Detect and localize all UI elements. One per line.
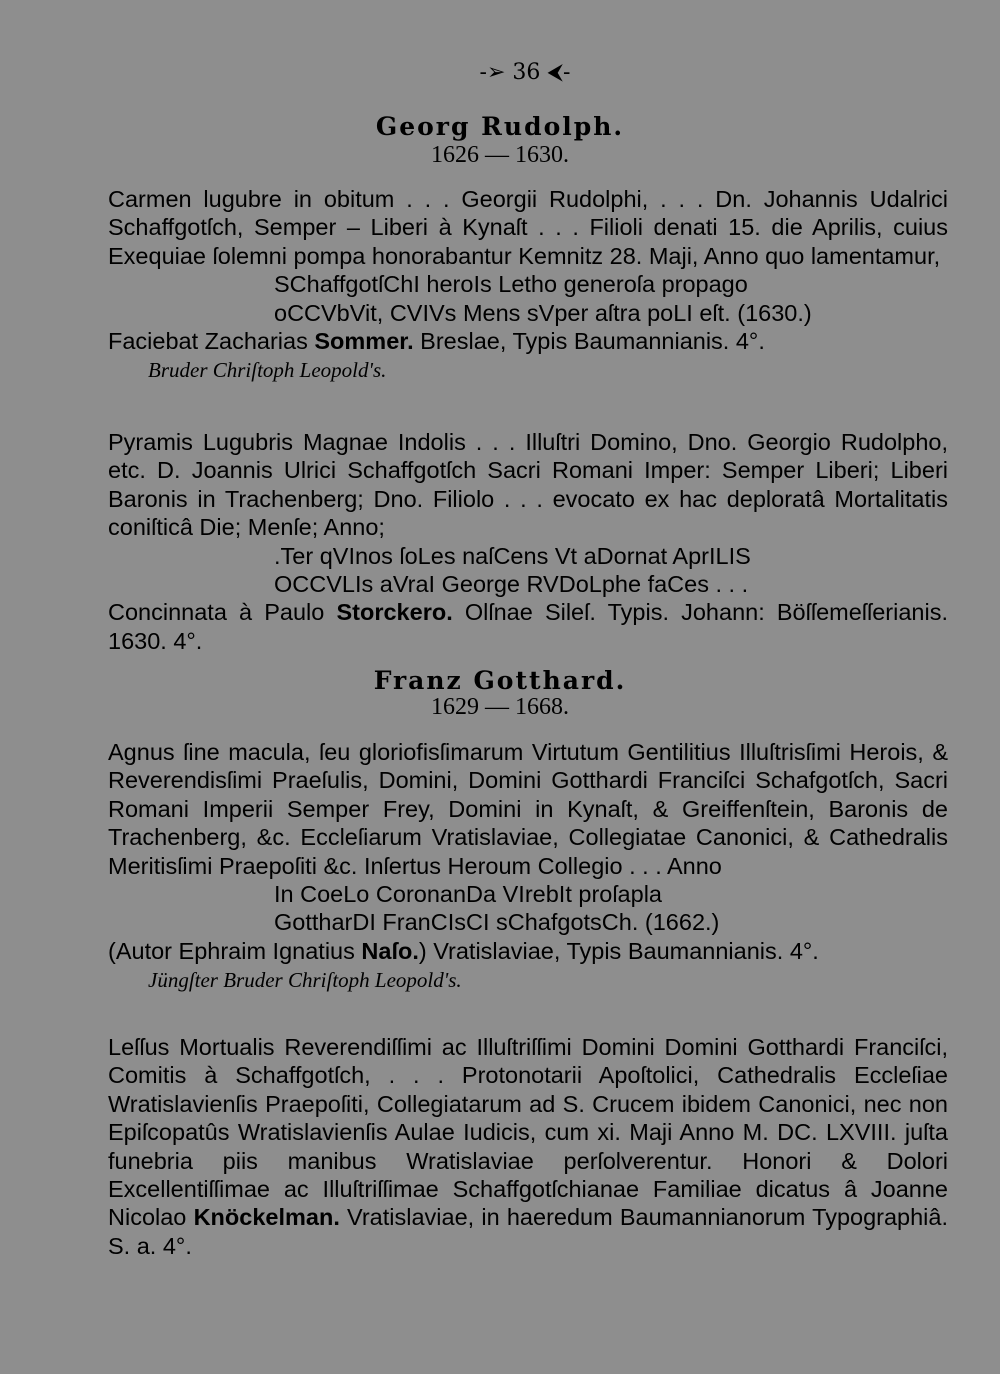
imprint-line [108, 937, 948, 965]
imprint-line [108, 598, 948, 655]
section-years-franz: 1629 — 1668. [431, 694, 569, 720]
entry-pyramis-lugubris [108, 428, 948, 655]
provenance-note: Jüngſter Bruder Chriſtoph Leopold's. [148, 968, 462, 993]
entry-agnus-sine-macula [108, 738, 948, 995]
imprint-line [108, 327, 948, 355]
verse-line: .Ter qVInos ſoLes naſCens Vt aDornat AprILIS [274, 542, 751, 569]
section-heading-franz: Franz Gotthard. [373, 666, 627, 695]
imprint-text: Breslae, Typis Baumannianis. 4°. [413, 328, 765, 355]
imprint-text: ) Vratislaviae, Typis Baumannianis. 4°. [418, 937, 819, 964]
author-name: Knöckelman. [193, 1204, 340, 1231]
entry-text: Carmen lugubre in obitum . . . Georgii Rudolphi, . . . Dn. Johannis Udalrici Schaffgotſch, Semper – Liberi à Kynaſt . . . Filioli denati 15. die Aprilis, cuius Exequiae ſolemni pompa honorabantur Kemnitz 28. Maji, Anno quo lamentamur, [108, 186, 948, 269]
imprint-text: Faciebat Zacharias [108, 328, 315, 355]
entry-text: Agnus ſine macula, ſeu gloriofisſimarum Virtutum Gentilitius Illuſtrisſimi Herois, & Reverendisſimi Praeſulis, Domini, Domini Gotthardi Franciſci Schafgotſch, Sacri Romani Imperii Semper Frey, Domini in Kynaſt, & Greiffenſtein, Baronis de Trachenberg, &c. Eccleſiarum Vratislaviae, Collegiatae Canonici, & Cathedralis Meritisſimi Praepoſiti &c. Inſertus Heroum Collegio . . . Anno [108, 739, 948, 879]
imprint-text: Concinnata à Paulo [108, 599, 337, 626]
verse-line: GottharDI FranCIsCI sChafgotsCh. (1662.) [274, 909, 720, 936]
verse-line: SChaffgotſChI heroIs Letho generoſa propago [274, 271, 748, 298]
entry-text-part: Vratislaviae, in haeredum Baumannianorum Typographiâ. S. a. 4°. [108, 1204, 949, 1259]
provenance-note: Bruder Chriſtoph Leopold's. [148, 358, 387, 383]
author-name: Naſo. [361, 937, 419, 964]
author-name: Storckero. [336, 599, 453, 626]
entry-text: Pyramis Lugubris Magnae Indolis . . . Illuſtri Domino, Dno. Georgio Rudolpho, etc. D. Joannis Ulrici Schaffgotſch Sacri Romani Imper: Semper Liberi; Liberi Baronis in Trachenberg; Dno. Filiolo . . . evocato ex hac deploratâ Mortalitatis coniſticâ Die; Menſe; Anno; [108, 429, 948, 541]
verse-line: oCCVbVit, CVIVs Mens sVper aſtra poLI eſt. (1630.) [274, 299, 812, 326]
entry-lessus-mortualis [108, 1033, 948, 1260]
page-number-header: -➢ 36 ⮜- [479, 60, 571, 85]
verse-line: OCCVLIs aVraI George RVDoLphe faCes . . . [274, 571, 749, 598]
entry-carmen-lugubre [108, 185, 948, 385]
imprint-text: (Autor Ephraim Ignatius [108, 937, 362, 964]
author-name: Sommer. [314, 328, 414, 355]
section-heading-georg: Georg Rudolph. [375, 112, 625, 141]
entry-text [108, 1033, 948, 1260]
verse-line: In CoeLo CoronanDa VIrebIt proſapla [274, 881, 662, 908]
section-years-georg: 1626 — 1630. [431, 142, 569, 168]
entry-text-part: Leſſus Mortualis Reverendiſſimi ac Illuſtriſſimi Domini Domini Gotthardi Franciſci, Comitis à Schaffgotſch, . . . Protonotarii Apoſtolici, Cathedralis Eccleſiae Wratislavienſis Praepoſiti, Collegiatarum ad S. Crucem ibidem Canonici, nec non Epiſcopatûs Wratislavienſis Aulae Iudicis, cum xi. Maji Anno M. DC. LXVIII. juſta funebria piis manibus Wratislaviae perſolverentur. Honori & Dolori Excellentiſſimae ac Illuſtriſſimae Schaffgotſchianae Familiae dicatus â Joanne Nicolao [108, 1034, 948, 1231]
imprint-text: Olſnae Sileſ. Typis. Johann: Böſſemeſſerianis. 1630. 4°. [108, 599, 948, 654]
